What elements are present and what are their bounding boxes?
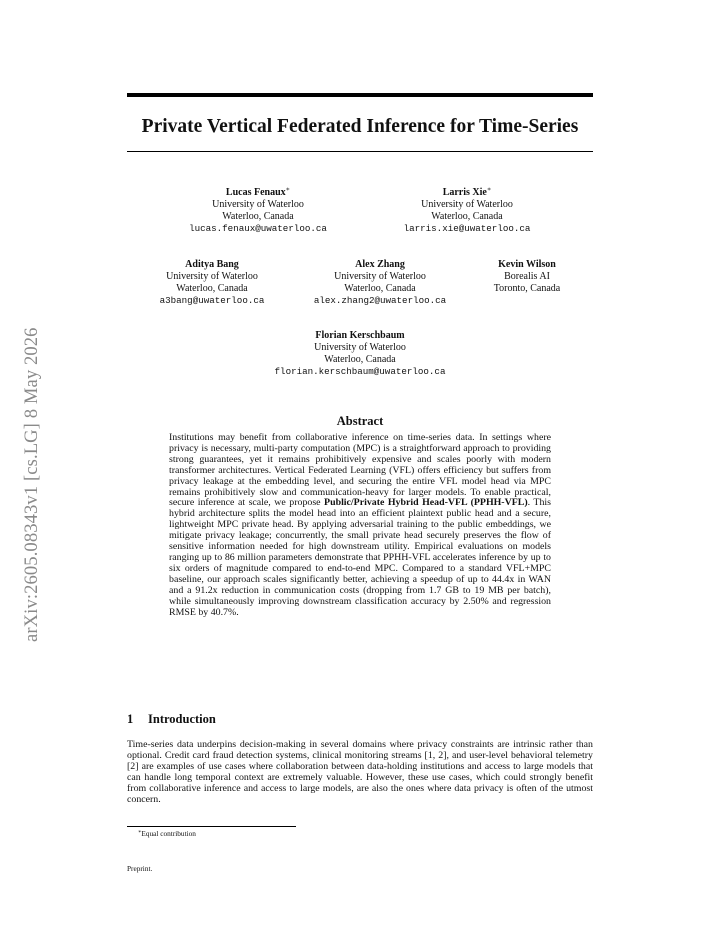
section-heading — [127, 711, 216, 727]
author-location: Waterloo, Canada — [222, 211, 294, 222]
abstract-text: . This hybrid architecture splits the model head into an efficient plaintext public head and a secure, lightweight MPC private head. By applying adversarial training to the public embeddings, we mitigate privacy leakage; concurrently, the small private head securely preserves the flow of sensitive information needed for high downstream utility. Empirical evaluations on models ranging up to 86 million parameters demonstrate that PPHH-VFL accelerates inference by up to six orders of magnitude compared to end-to-end MPC. Compared to a standard VFL+MPC baseline, our approach scales significantly better, achieving a speedup of up to 44.4x in WAN and a 91.2x reduction in communication costs (dropping from 1.7 GB to 19 MB per batch), while simultaneously improving downstream classification accuracy by 2.50% and regression RMSE by 40.7%. — [169, 497, 551, 618]
footnote-mark: ∗ — [138, 830, 142, 835]
author-email[interactable]: alex.zhang2@uwaterloo.ca — [313, 295, 447, 306]
author-name: Aditya Bang — [185, 259, 239, 270]
arxiv-stamp — [22, 262, 42, 642]
author-email[interactable]: lucas.fenaux@uwaterloo.ca — [189, 223, 327, 234]
author-block — [494, 259, 561, 295]
author-email[interactable]: larris.xie@uwaterloo.ca — [403, 223, 531, 234]
author-email[interactable]: a3bang@uwaterloo.ca — [159, 295, 265, 306]
author-block — [404, 187, 531, 235]
author-email[interactable]: florian.kerschbaum@uwaterloo.ca — [274, 366, 446, 377]
author-name: Lucas Fenaux — [225, 187, 286, 198]
author-location: Waterloo, Canada — [344, 283, 416, 294]
section-title: Introduction — [148, 712, 216, 726]
author-location: Waterloo, Canada — [176, 283, 248, 294]
author-location: Toronto, Canada — [493, 283, 561, 294]
introduction-paragraph: Time-series data underpins decision-making in several domains where privacy constraints are intrinsic rather than optional. Credit card fraud detection systems, clinical monitoring streams [1, 2], and user-level behavioral telemetry [2] are examples of use cases where collaboration between data-holding institutions and access to large models that can handle long temporal context are extremely valuable. However, these use cases, which could strongly benefit from collaborative inference and access to large models, are also the ones where data privacy is often of the utmost concern. — [127, 739, 593, 805]
author-location: Waterloo, Canada — [431, 211, 503, 222]
abstract-heading: Abstract — [336, 414, 384, 428]
arxiv-stamp-text: arXiv:2605.08343v1 [cs.LG] 8 May 2026 — [21, 327, 42, 642]
abstract-method-name: Public/Private Hybrid Head-VFL (PPHH-VFL) — [324, 497, 528, 509]
author-name: Alex Zhang — [355, 259, 405, 270]
footnote-text: Equal contribution — [141, 829, 196, 838]
footnote — [138, 829, 196, 838]
author-location: Waterloo, Canada — [324, 354, 396, 365]
equal-contribution-mark: ∗ — [486, 186, 492, 193]
author-affiliation: University of Waterloo — [212, 199, 304, 210]
paper-title: Private Vertical Federated Inference for Time-Series — [141, 116, 579, 137]
author-name: Larris Xie — [442, 187, 487, 198]
author-block — [160, 259, 265, 307]
author-name: Florian Kerschbaum — [315, 330, 405, 341]
author-block — [275, 330, 446, 378]
author-affiliation: University of Waterloo — [166, 271, 258, 282]
abstract-body — [169, 433, 551, 618]
author-affiliation: University of Waterloo — [314, 342, 406, 353]
author-affiliation: Borealis AI — [504, 271, 550, 282]
author-block — [314, 259, 446, 307]
title-top-rule — [127, 93, 593, 97]
abstract-text: Institutions may benefit from collaborative inference on time-series data. In settings where privacy is necessary, multi-party computation (MPC) is a straightforward approach to providing strong guarantees, yet it remains prohibitively expensive and scales poorly with modern transformer architectures. Vertical Federated Learning (VFL) offers efficiency but suffers from privacy leakage at the embedding level, and securing the entire VFL model head via MPC remains prohibitively slow and communication-heavy for larger models. To enable practical, secure inference at scale, we propose — [169, 432, 551, 509]
equal-contribution-mark: ∗ — [285, 186, 291, 193]
author-name: Kevin Wilson — [498, 259, 556, 270]
author-affiliation: University of Waterloo — [421, 199, 513, 210]
author-affiliation: University of Waterloo — [334, 271, 426, 282]
preprint-label: Preprint. — [127, 864, 153, 873]
title-bottom-rule — [127, 151, 593, 152]
section-number: 1 — [127, 712, 134, 726]
author-block — [189, 187, 327, 235]
footnote-rule — [127, 826, 296, 827]
